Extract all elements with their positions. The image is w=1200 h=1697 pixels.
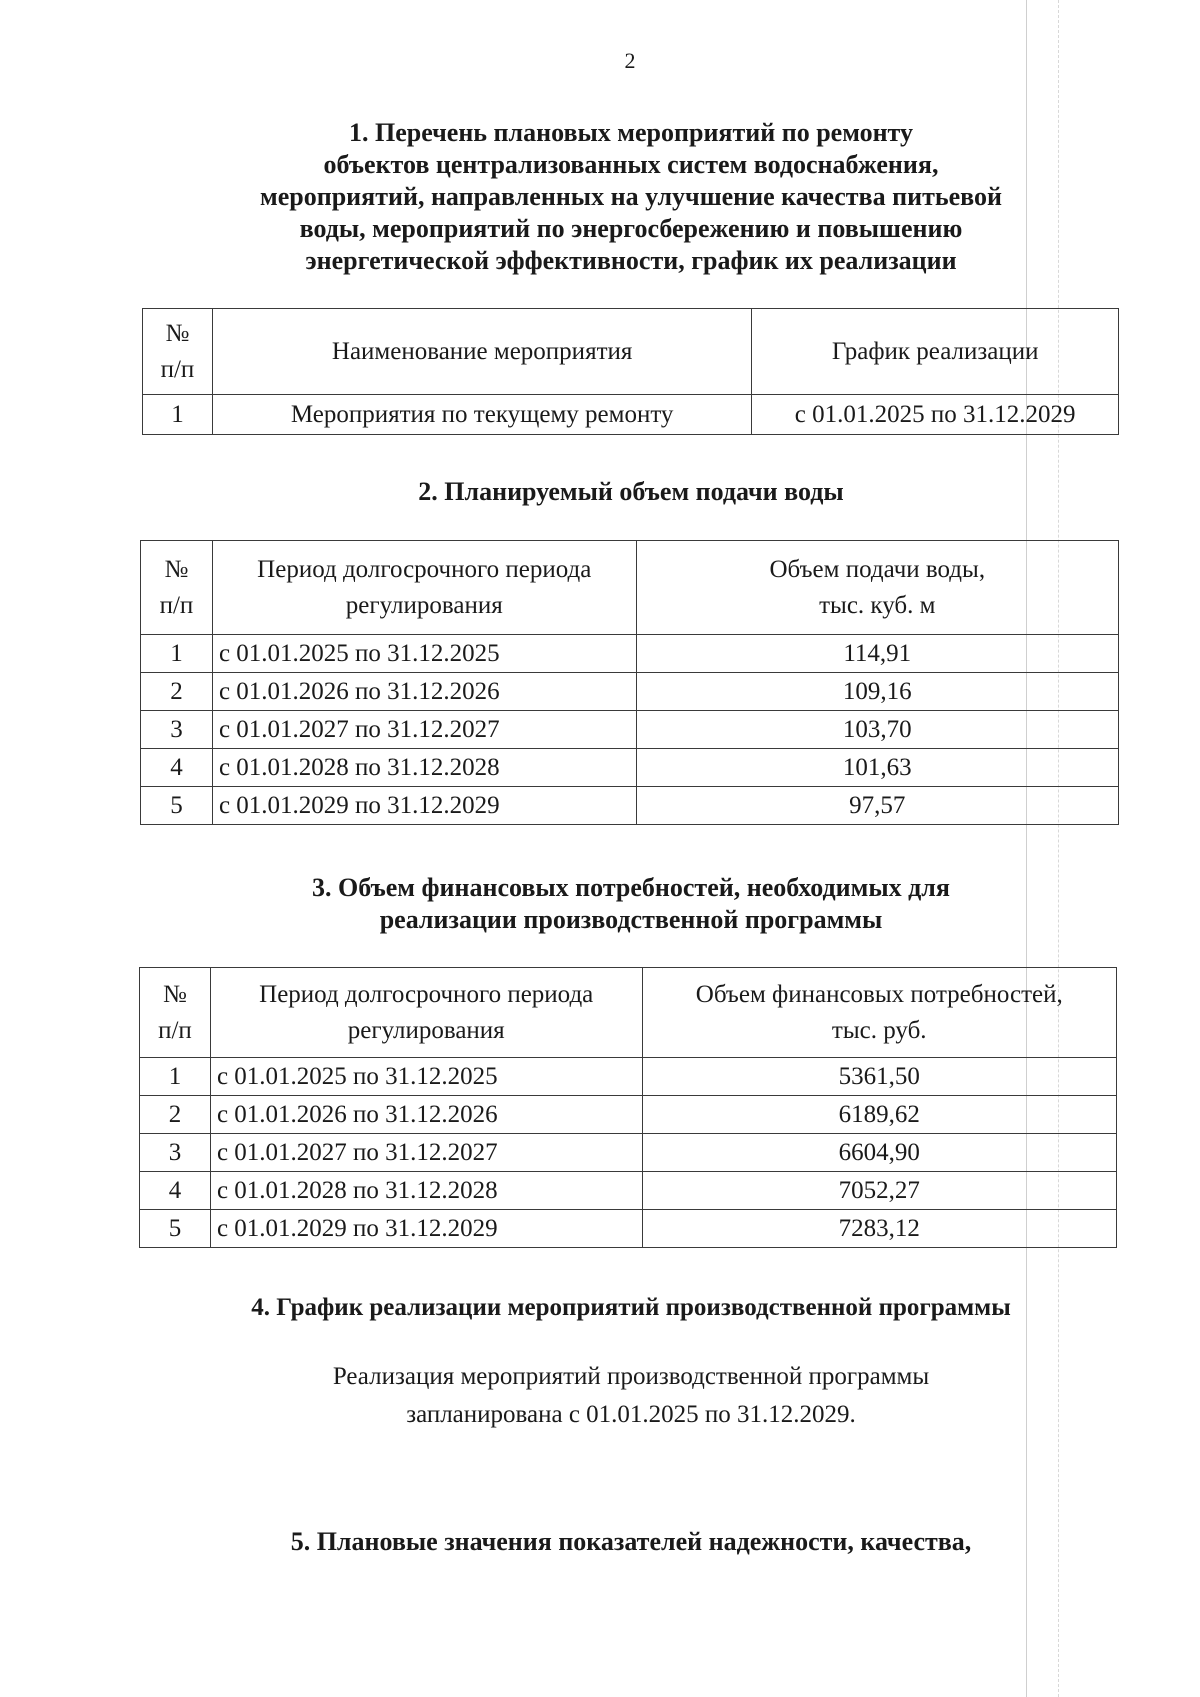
section-2-title: 2. Планируемый объем подачи воды (418, 477, 844, 506)
table-row (141, 711, 1119, 749)
activities-table (142, 308, 1119, 435)
table-row (141, 749, 1119, 787)
row-activity-name: Мероприятия по текущему ремонту (212, 395, 751, 435)
header-financial-volume (642, 968, 1117, 1058)
row-period: с 01.01.2027 по 31.12.2027 (212, 711, 636, 749)
water-supply-table (140, 540, 1119, 825)
row-financial-volume: 7283,12 (642, 1210, 1117, 1248)
section-1-title (0, 117, 1200, 277)
header-value-line: Объем подачи воды, (769, 555, 986, 583)
section-4-text-line: Реализация мероприятий производственной программы (332, 1363, 930, 1390)
row-period: с 01.01.2026 по 31.12.2026 (210, 1096, 642, 1134)
row-period: с 01.01.2027 по 31.12.2027 (210, 1134, 642, 1172)
row-financial-volume: 5361,50 (642, 1058, 1117, 1096)
section-3-title-line: 3. Объем финансовых потребностей, необходимых для (312, 873, 950, 902)
header-number-symbol: № (165, 319, 190, 347)
row-period: с 01.01.2028 по 31.12.2028 (210, 1172, 642, 1210)
section-4-title: 4. График реализации мероприятий производственной программы (251, 1294, 1011, 1321)
table-row (141, 787, 1119, 825)
header-schedule: График реализации (752, 309, 1119, 395)
header-number-label: п/п (158, 1016, 192, 1044)
row-period: с 01.01.2026 по 31.12.2026 (212, 673, 636, 711)
header-water-volume (636, 541, 1118, 635)
section-1-title-line: 1. Перечень плановых мероприятий по ремонту (349, 118, 913, 147)
header-period (210, 968, 642, 1058)
section-4-text-line: запланирована с 01.01.2025 по 31.12.2029. (406, 1401, 856, 1428)
row-financial-volume: 6189,62 (642, 1096, 1117, 1134)
row-number: 3 (141, 711, 213, 749)
section-3-title-line: реализации производственной программы (379, 905, 883, 934)
section-4-text (0, 1358, 1200, 1434)
header-number-symbol: № (163, 980, 187, 1008)
row-number: 4 (141, 749, 213, 787)
header-period-line: Период долгосрочного периода (257, 555, 592, 583)
header-period (212, 541, 636, 635)
header-number-symbol: № (164, 555, 189, 583)
section-3-title (0, 872, 1200, 936)
row-number: 5 (140, 1210, 211, 1248)
row-period: с 01.01.2025 по 31.12.2025 (212, 635, 636, 673)
row-number: 1 (140, 1058, 211, 1096)
row-period: с 01.01.2025 по 31.12.2025 (210, 1058, 642, 1096)
section-1-title-line: энергетической эффективности, график их реализации (305, 246, 957, 275)
header-value-line: Объем финансовых потребностей, (695, 980, 1063, 1008)
row-financial-volume: 7052,27 (642, 1172, 1117, 1210)
section-5-title: 5. Плановые значения показателей надежности, качества, (290, 1527, 972, 1556)
header-period-line: Период долгосрочного периода (259, 980, 594, 1008)
row-water-volume: 97,57 (636, 787, 1118, 825)
financial-needs-table (139, 967, 1117, 1248)
table-header-row (141, 541, 1119, 635)
row-water-volume: 103,70 (636, 711, 1118, 749)
header-activity-name: Наименование мероприятия (212, 309, 751, 395)
page-number: 2 (624, 48, 636, 73)
header-number (140, 968, 211, 1058)
header-value-line: тыс. куб. м (819, 591, 936, 619)
row-number: 4 (140, 1172, 211, 1210)
row-number: 3 (140, 1134, 211, 1172)
row-period: с 01.01.2029 по 31.12.2029 (212, 787, 636, 825)
section-1-title-line: мероприятий, направленных на улучшение качества питьевой (260, 182, 1002, 211)
row-financial-volume: 6604,90 (642, 1134, 1117, 1172)
header-period-line: регулирования (347, 1016, 505, 1044)
section-1-title-line: воды, мероприятий по энергосбережению и повышению (299, 214, 963, 243)
header-period-line: регулирования (345, 591, 503, 619)
row-schedule: с 01.01.2025 по 31.12.2029 (752, 395, 1119, 435)
table-row (140, 1172, 1117, 1210)
table-header-row (143, 309, 1119, 395)
table-header-row (140, 968, 1117, 1058)
header-number (141, 541, 213, 635)
header-number-label: п/п (160, 355, 195, 383)
table-row (140, 1058, 1117, 1096)
table-row (141, 673, 1119, 711)
table-row (141, 635, 1119, 673)
row-water-volume: 114,91 (636, 635, 1118, 673)
row-number: 2 (140, 1096, 211, 1134)
row-number: 1 (141, 635, 213, 673)
table-row (143, 395, 1119, 435)
row-period: с 01.01.2029 по 31.12.2029 (210, 1210, 642, 1248)
header-number (143, 309, 213, 395)
row-period: с 01.01.2028 по 31.12.2028 (212, 749, 636, 787)
row-number: 2 (141, 673, 213, 711)
table-row (140, 1210, 1117, 1248)
header-value-line: тыс. руб. (831, 1016, 927, 1044)
section-1-title-line: объектов централизованных систем водоснабжения, (323, 150, 939, 179)
row-water-volume: 109,16 (636, 673, 1118, 711)
row-water-volume: 101,63 (636, 749, 1118, 787)
table-row (140, 1134, 1117, 1172)
row-number: 1 (143, 395, 213, 435)
table-row (140, 1096, 1117, 1134)
header-number-label: п/п (159, 591, 194, 619)
row-number: 5 (141, 787, 213, 825)
